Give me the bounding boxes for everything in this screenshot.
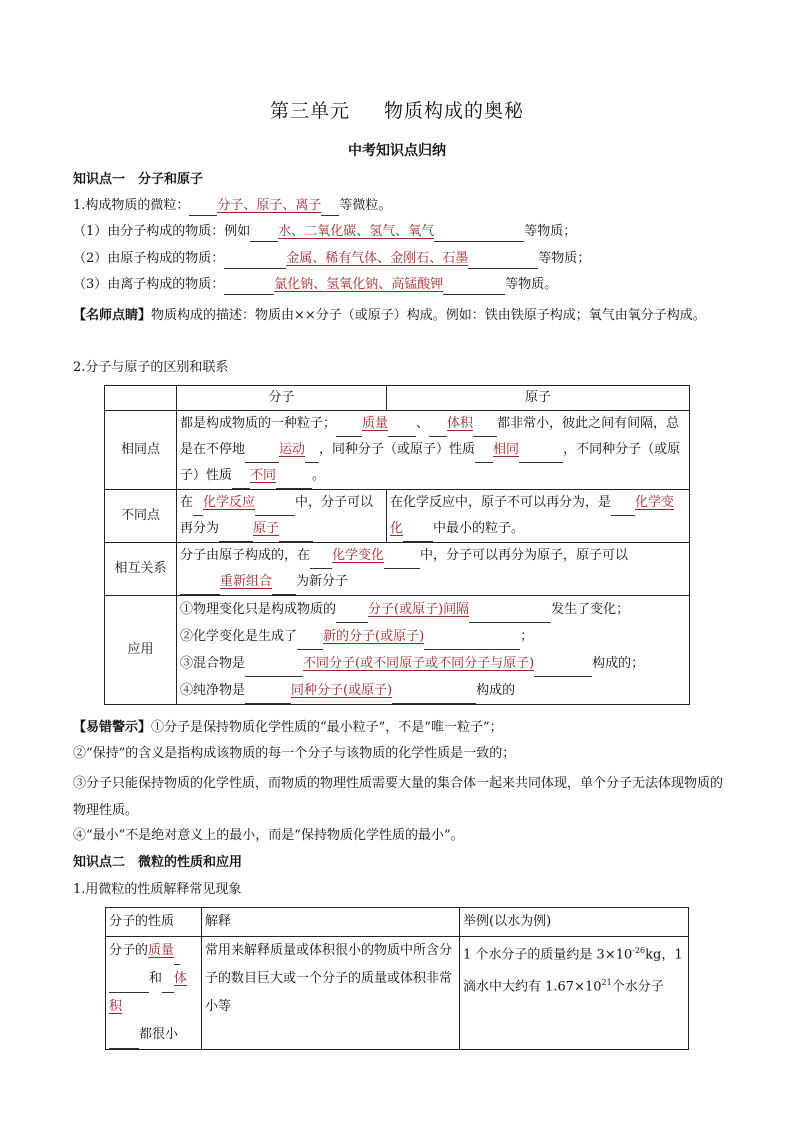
warning-p4: ④“最小”不是绝对意义上的最小，而是“保持物质化学性质的最小”。 xyxy=(73,828,464,843)
kp2-item1: 1.用微粒的性质解释常见现象 xyxy=(73,882,242,897)
kp1-item1-2: （2）由原子构成的物质： 金属、稀有气体、金刚石、石墨 等物质； xyxy=(73,249,723,269)
head-property: 分子的性质 xyxy=(106,908,202,937)
row-same-content: 都是构成物质的一种粒子； 质量 、 体积 都非常小，彼此之间有间隔，总是在不停地 运动 ，同种分子（或原子）性质 相同 ，不同种分子（或原子）性质 不同 。 xyxy=(177,411,690,490)
warning-p3: ③分子只能保持物质的化学性质，而物质的物理性质需要大量的集合体一起来共同体现，单个分子无法体现物质的物理性质。 xyxy=(73,776,724,818)
document-title xyxy=(0,96,794,123)
table-row xyxy=(105,411,690,490)
row-diff-molecule: 在 化学反应 中，分子可以再分为 原子 xyxy=(177,490,387,543)
molecule-atom-table xyxy=(104,385,690,705)
particle-property-table xyxy=(105,907,689,1050)
table-row xyxy=(106,937,689,1050)
row-label-same: 相同点 xyxy=(105,411,177,490)
cell-property: 分子的质量 和 体积 都很小 xyxy=(106,937,202,1050)
row-application-content: ①物理变化只是构成物质的 分子(或原子)间隔 发生了变化； ②化学变化是生成了 新的分子(或原子) ； ③混合物是 不同分子(或不同原子或不同分子与原子) 构成的； ④纯净物是 同种分子(或原子) 构成的 xyxy=(177,596,690,705)
head-molecule: 分子 xyxy=(177,386,387,411)
row-label-diff: 不同点 xyxy=(105,490,177,543)
row-relation-content: 分子由原子构成的，在 化学变化 中，分子可以再分为原子，原子可以 重新组合 为新分子 xyxy=(177,543,690,596)
title-topic: 物质构成的奥秘 xyxy=(384,100,525,122)
head-example: 举例(以水为例) xyxy=(460,908,689,937)
table-row xyxy=(105,596,690,705)
document-subtitle: 中考知识点归纳 xyxy=(348,143,446,159)
warning-p2: ②“保持”的含义是指构成该物质的每一个分子与该物质的化学性质是一致的； xyxy=(73,746,516,761)
head-atom: 原子 xyxy=(387,386,690,411)
table-header-row xyxy=(105,386,690,411)
row-diff-atom: 在化学反应中，原子不可以再分为，是 化学变化 中最小的粒子。 xyxy=(387,490,690,543)
kp1-item2: 2.分子与原子的区别和联系 xyxy=(73,360,229,375)
answer-particles: 分子、原子、离子 xyxy=(217,198,322,213)
kp1-heading: 知识点一 分子和原子 xyxy=(73,172,204,187)
title-unit: 第三单元 xyxy=(269,100,350,122)
kp2-heading: 知识点二 微粒的性质和应用 xyxy=(73,855,243,870)
kp1-item1-3: （3）由离子构成的物质： 氯化钠、氢氧化钠、高锰酸钾 等物质。 xyxy=(73,275,723,295)
table-row xyxy=(105,490,690,543)
kp1-tip: 【名师点睛】物质构成的描述：物质由××分子（或原子）构成。例如：铁由铁原子构成；氧气由氧分子构成。 xyxy=(73,308,706,323)
row-label-application: 应用 xyxy=(105,596,177,705)
head-explanation: 解释 xyxy=(202,908,460,937)
table-row xyxy=(105,543,690,596)
kp1-item1-1: （1）由分子构成的物质：例如 水、二氧化碳、氢气、氧气 等物质； xyxy=(73,222,723,242)
row-label-relation: 相互关系 xyxy=(105,543,177,596)
cell-explanation: 常用来解释质量或体积很小的物质中所含分子的数目巨大或一个分子的质量或体积非常小等 xyxy=(202,937,460,1050)
warning-p1: 【易错警示】①分子是保持物质化学性质的“最小粒子”，不是“唯一粒子”； xyxy=(73,720,503,735)
kp1-item1: 1.构成物质的微粒： 分子、原子、离子 等微粒。 xyxy=(73,196,723,216)
cell-example: 1 个水分子的质量约是 $3\times 10^{-26}kg$，1 滴水中大约有 $1.67\times 10^{21}$个水分子 xyxy=(460,937,689,1050)
table-header-row xyxy=(106,908,689,937)
